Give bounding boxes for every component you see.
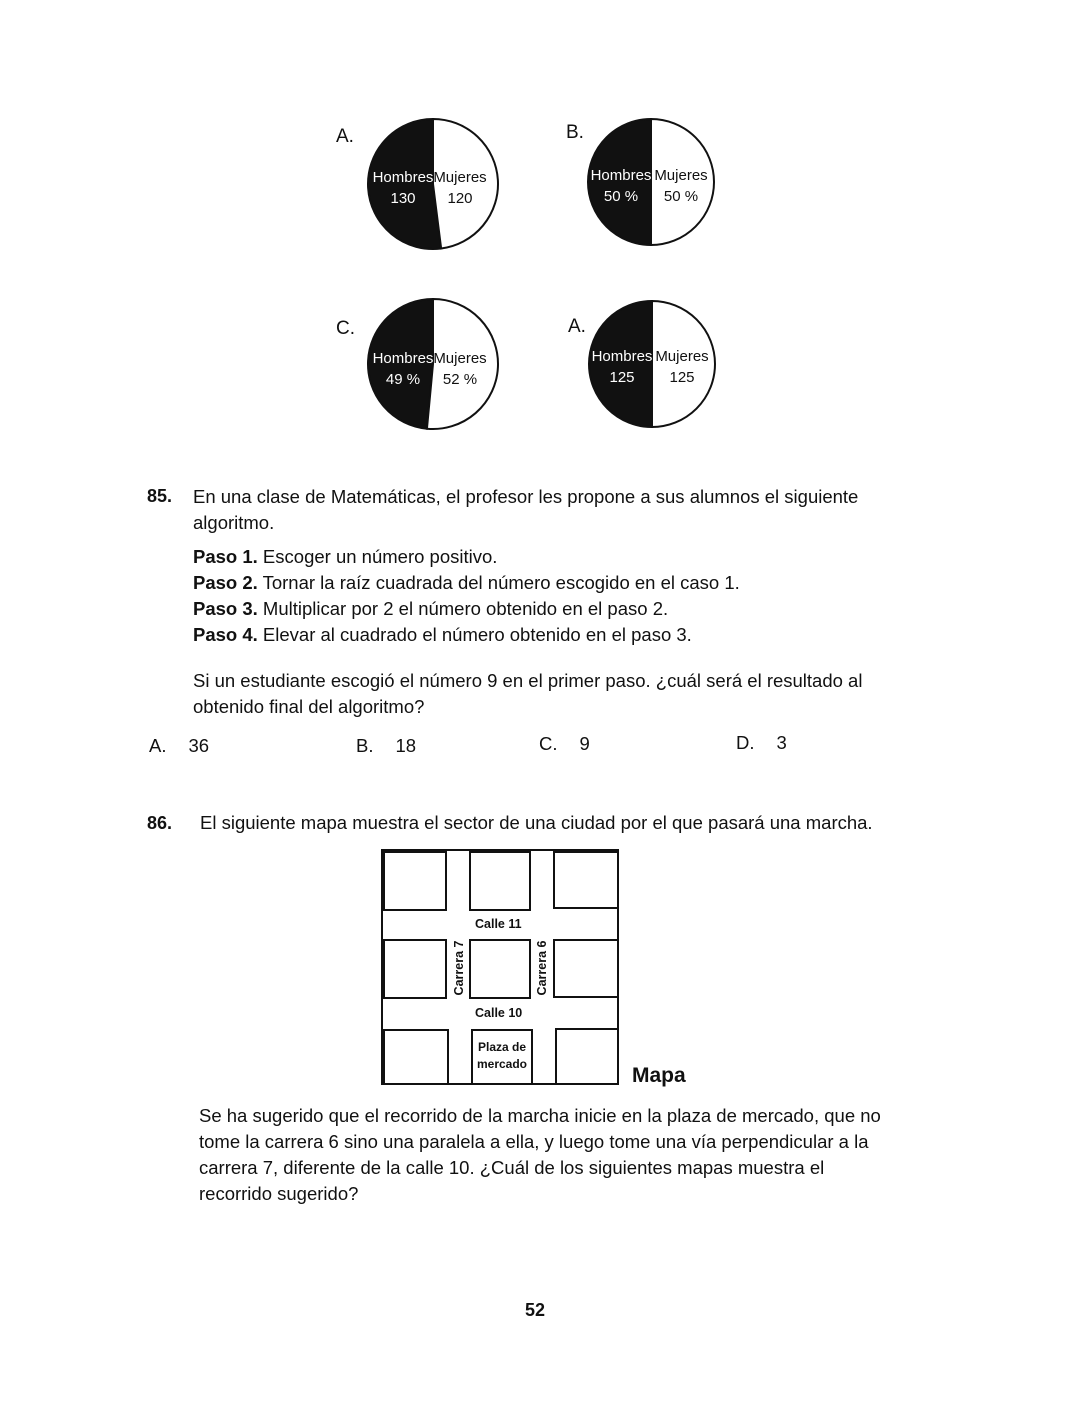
- slice-value: 130: [390, 190, 416, 207]
- street-label-calle-11: Calle 11: [475, 917, 522, 931]
- street-label-carrera-7: Carrera 7: [452, 940, 466, 996]
- question-intro: [193, 484, 858, 536]
- city-block: [555, 1028, 619, 1085]
- city-block: [469, 851, 531, 911]
- city-block: [553, 851, 619, 909]
- step: [193, 622, 740, 648]
- step-label: Paso 2.: [193, 572, 258, 593]
- slice-value: 125: [609, 369, 635, 386]
- step-text: Tornar la raíz cuadrada del número escogido en el caso 1.: [257, 572, 740, 593]
- step-text: Multiplicar por 2 el número obtenido en el paso 2.: [257, 598, 669, 619]
- question-line: recorrido sugerido?: [199, 1183, 359, 1204]
- pie-chart: [366, 296, 486, 432]
- answer-value: 36: [188, 735, 210, 756]
- page-number: 52: [525, 1300, 546, 1320]
- slice-value: 52 %: [442, 371, 478, 388]
- slice-label: Mujeres: [654, 167, 708, 184]
- answer-option-a[interactable]: [149, 735, 209, 757]
- intro-line: En una clase de Matemáticas, el profesor les propone a sus alumnos el siguiente: [193, 486, 859, 507]
- answer-value: 3: [776, 732, 787, 753]
- step: [193, 570, 740, 596]
- city-block: [383, 939, 447, 999]
- slice-label: Mujeres: [433, 169, 487, 186]
- answer-letter: B.: [356, 735, 374, 756]
- city-block: [383, 1029, 449, 1085]
- plaza-label-line: mercado: [476, 1057, 528, 1071]
- intro-line: algoritmo.: [193, 512, 275, 533]
- answer-option-d[interactable]: [736, 732, 787, 754]
- city-block: [469, 939, 531, 999]
- map-title: Mapa: [632, 1064, 686, 1087]
- step-label: Paso 1.: [193, 546, 258, 567]
- city-map: [381, 849, 619, 1085]
- answer-option-b[interactable]: [356, 735, 416, 757]
- question-line: obtenido final del algoritmo?: [193, 696, 425, 717]
- answer-value: 9: [579, 733, 590, 754]
- question-line: Si un estudiante escogió el número 9 en el primer paso. ¿cuál será el resultado al: [193, 670, 863, 691]
- question-text: [199, 1103, 881, 1207]
- question-line: tome la carrera 6 sino una paralela a ella, y luego tome una vía perpendicular a la: [199, 1131, 869, 1152]
- question-text: [193, 668, 862, 720]
- slice-value: 50 %: [663, 188, 699, 205]
- answer-letter: C.: [539, 733, 558, 754]
- plaza-label-line: Plaza de: [477, 1040, 527, 1054]
- street-label-carrera-6: Carrera 6: [535, 940, 549, 996]
- answer-letter: A.: [149, 735, 167, 756]
- answer-option-c[interactable]: [539, 733, 590, 755]
- step: [193, 544, 740, 570]
- step: [193, 596, 740, 622]
- question-number: 86.: [147, 813, 173, 833]
- option-letter: C.: [336, 318, 355, 339]
- step-text: Escoger un número positivo.: [257, 546, 498, 567]
- answer-value: 18: [395, 735, 417, 756]
- slice-label: Hombres: [590, 167, 652, 184]
- city-block: [553, 939, 619, 998]
- pie-chart: [590, 296, 720, 432]
- question-line: carrera 7, diferente de la calle 10. ¿Cuál de los siguientes mapas muestra el: [199, 1157, 825, 1178]
- slice-value: 125: [669, 369, 695, 386]
- plaza-label: [471, 1039, 533, 1073]
- question-intro: El siguiente mapa muestra el sector de una ciudad por el que pasará una marcha.: [200, 812, 873, 833]
- slice-value: 50 %: [603, 188, 639, 205]
- step-label: Paso 3.: [193, 598, 258, 619]
- slice-label: Mujeres: [655, 348, 709, 365]
- slice-value: 120: [447, 190, 473, 207]
- question-line: Se ha sugerido que el recorrido de la marcha inicie en la plaza de mercado, que no: [199, 1105, 881, 1126]
- slice-value: 49 %: [385, 371, 421, 388]
- slice-label: Hombres: [372, 350, 434, 367]
- slice-label: Mujeres: [433, 350, 487, 367]
- option-letter: B.: [566, 122, 584, 143]
- step-text: Elevar al cuadrado el número obtenido en el paso 3.: [257, 624, 692, 645]
- option-letter: A.: [568, 316, 586, 337]
- street-label-calle-10: Calle 10: [475, 1006, 523, 1020]
- option-letter: A.: [336, 126, 354, 147]
- city-block: [383, 851, 447, 911]
- pie-chart: [589, 114, 719, 250]
- pie-chart: [366, 116, 486, 252]
- step-label: Paso 4.: [193, 624, 258, 645]
- slice-label: Hombres: [372, 169, 434, 186]
- slice-label: Hombres: [591, 348, 653, 365]
- answer-letter: D.: [736, 732, 755, 753]
- question-number: 85.: [147, 486, 173, 506]
- algorithm-steps: [193, 544, 740, 648]
